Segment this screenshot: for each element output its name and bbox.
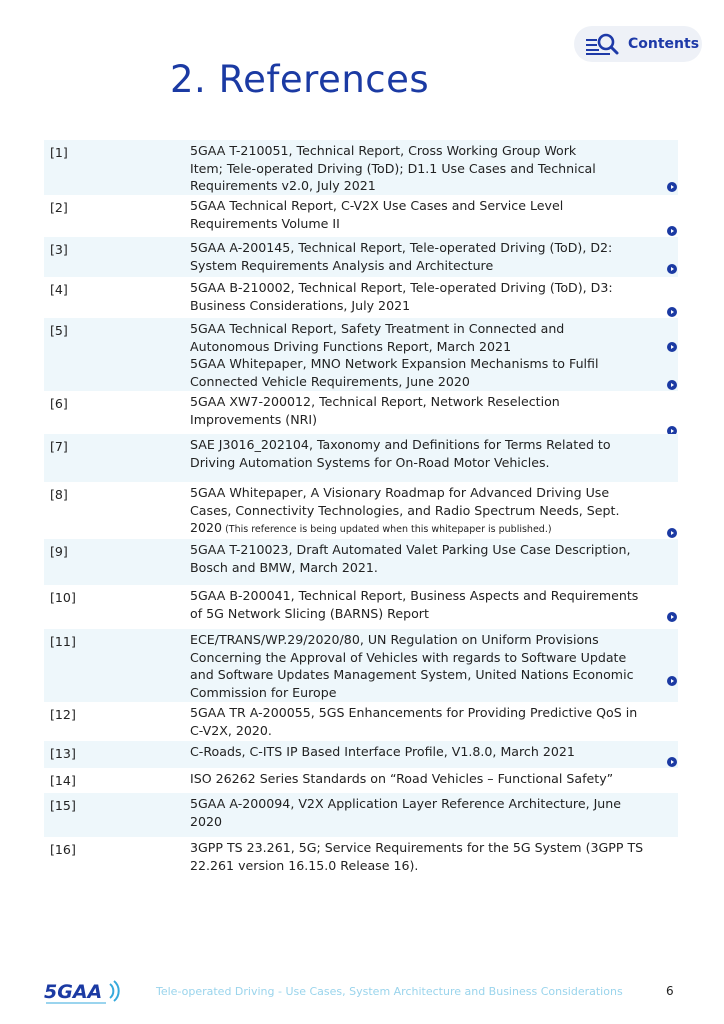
- reference-number: [6]: [50, 396, 68, 411]
- reference-text-line: 5GAA T-210023, Draft Automated Valet Parking Use Case Description,: [190, 542, 631, 557]
- reference-number: [2]: [50, 200, 68, 215]
- reference-row: [44, 277, 678, 318]
- reference-link-icon[interactable]: [667, 380, 677, 390]
- reference-link-icon[interactable]: [667, 182, 677, 192]
- reference-text-line: Requirements Volume II: [190, 215, 340, 231]
- reference-text-line: 5GAA A-200094, V2X Application Layer Reference Architecture, June: [190, 796, 622, 811]
- reference-text-line: ISO 26262 Series Standards on “Road Vehicles – Functional Safety”: [190, 771, 614, 786]
- reference-text-line: SAE J3016_202104, Taxonomy and Definitions for Terms Related to: [190, 437, 611, 452]
- reference-text: [190, 197, 672, 232]
- reference-row: [44, 741, 678, 768]
- reference-row: [44, 837, 678, 877]
- reference-link-icon[interactable]: [667, 264, 677, 274]
- reference-row: [44, 629, 678, 702]
- reference-text-line: 5GAA B-200041, Technical Report, Business Aspects and Requirements: [190, 588, 639, 603]
- reference-text-line: 22.261 version 16.15.0 Release 16).: [190, 857, 419, 873]
- reference-text-line: C-V2X, 2020.: [190, 722, 272, 738]
- reference-row: [44, 195, 678, 237]
- reference-text-line: 5GAA Technical Report, C-V2X Use Cases and Service Level: [190, 198, 564, 213]
- reference-note: (This reference is being updated when this whitepaper is published.): [222, 524, 552, 535]
- reference-text-line: Requirements v2.0, July 2021: [190, 178, 376, 193]
- reference-text-line: Item; Tele-operated Driving (ToD); D1.1 Use Cases and Technical: [190, 160, 596, 176]
- reference-row: [44, 391, 678, 434]
- reference-text-line: 5GAA T-210051, Technical Report, Cross Working Group Work: [190, 143, 577, 158]
- reference-row: [44, 482, 678, 539]
- reference-text-line: Cases, Connectivity Technologies, and Radio Spectrum Needs, Sept.: [190, 502, 620, 518]
- svg-text:5GAA: 5GAA: [44, 981, 103, 1003]
- reference-text-line: Concerning the Approval of Vehicles with regards to Software Update: [190, 649, 627, 665]
- reference-text: [190, 587, 672, 622]
- 5gaa-logo: [44, 978, 124, 1006]
- reference-text: [190, 770, 672, 788]
- reference-text: [190, 704, 672, 739]
- reference-number: [15]: [50, 798, 76, 813]
- reference-text-line: 5GAA A-200145, Technical Report, Tele-operated Driving (ToD), D2:: [190, 240, 613, 255]
- reference-row: [44, 237, 678, 277]
- reference-text: [190, 795, 672, 830]
- reference-text-line: Business Considerations, July 2021: [190, 297, 411, 313]
- reference-link-icon[interactable]: [667, 612, 677, 622]
- reference-number: [8]: [50, 487, 68, 502]
- reference-link-icon[interactable]: [667, 676, 677, 686]
- reference-number: [9]: [50, 544, 68, 559]
- reference-row: [44, 140, 678, 195]
- reference-text-line: Driving Automation Systems for On-Road Motor Vehicles.: [190, 454, 550, 470]
- reference-row: [44, 793, 678, 837]
- reference-text-line: 5GAA B-210002, Technical Report, Tele-operated Driving (ToD), D3:: [190, 280, 613, 295]
- reference-text-line: Bosch and BMW, March 2021.: [190, 559, 378, 575]
- reference-number: [7]: [50, 439, 68, 454]
- reference-text: [190, 279, 672, 314]
- contents-button[interactable]: [574, 26, 702, 62]
- reference-text-line: of 5G Network Slicing (BARNS) Report: [190, 605, 429, 621]
- reference-row: [44, 585, 678, 629]
- reference-number: [12]: [50, 707, 76, 722]
- reference-text-line: 3GPP TS 23.261, 5G; Service Requirements for the 5G System (3GPP TS: [190, 840, 644, 855]
- reference-text-line: Autonomous Driving Functions Report, March 2021: [190, 338, 512, 354]
- reference-text: [190, 484, 672, 539]
- reference-text: [190, 239, 672, 274]
- reference-link-icon[interactable]: [667, 757, 677, 767]
- reference-number: [16]: [50, 842, 76, 857]
- reference-text: [190, 142, 672, 195]
- reference-text-line: Connected Vehicle Requirements, June 2020: [190, 373, 470, 389]
- reference-row: [44, 702, 678, 741]
- reference-text-line: 5GAA Whitepaper, MNO Network Expansion Mechanisms to Fulfil: [190, 356, 599, 371]
- reference-text-line: Commission for Europe: [190, 684, 337, 700]
- page-title: 2. References: [170, 58, 430, 101]
- reference-text-line: 2020 (This reference is being updated when this whitepaper is published.): [190, 520, 552, 535]
- reference-number: [1]: [50, 145, 68, 160]
- reference-number: [3]: [50, 242, 68, 257]
- reference-text: [190, 839, 672, 874]
- reference-text-line: Improvements (NRI): [190, 411, 317, 427]
- reference-text: [190, 320, 672, 390]
- reference-number: [10]: [50, 590, 76, 605]
- reference-text-line: System Requirements Analysis and Architecture: [190, 257, 494, 273]
- reference-text-line: 5GAA TR A-200055, 5GS Enhancements for Providing Predictive QoS in: [190, 705, 638, 720]
- reference-text-line: 5GAA Technical Report, Safety Treatment in Connected and: [190, 321, 565, 336]
- reference-text: [190, 393, 672, 428]
- search-list-icon: [584, 31, 624, 57]
- reference-text: [190, 541, 672, 576]
- reference-row: [44, 539, 678, 585]
- reference-text-line: 2020: [190, 813, 223, 829]
- reference-number: [14]: [50, 773, 76, 788]
- reference-link-icon[interactable]: [667, 528, 677, 538]
- reference-text-line: C-Roads, C-ITS IP Based Interface Profile, V1.8.0, March 2021: [190, 744, 575, 759]
- reference-link-icon[interactable]: [667, 226, 677, 236]
- reference-text-line: 5GAA XW7-200012, Technical Report, Network Reselection: [190, 394, 560, 409]
- reference-text-line: ECE/TRANS/WP.29/2020/80, UN Regulation on Uniform Provisions: [190, 632, 599, 647]
- reference-link-icon[interactable]: [667, 342, 677, 352]
- reference-number: [13]: [50, 746, 76, 761]
- reference-text: [190, 631, 672, 701]
- page-number: 6: [666, 984, 674, 998]
- reference-number: [5]: [50, 323, 68, 338]
- reference-text-line: 5GAA Whitepaper, A Visionary Roadmap for Advanced Driving Use: [190, 485, 610, 500]
- reference-text: [190, 743, 672, 761]
- reference-text: [190, 436, 672, 471]
- contents-label: Contents: [628, 36, 700, 52]
- reference-row: [44, 318, 678, 391]
- footer-title: Tele-operated Driving - Use Cases, System Architecture and Business Considerations: [156, 985, 623, 998]
- reference-text-line: and Software Updates Management System, United Nations Economic: [190, 667, 634, 682]
- reference-row: [44, 434, 678, 482]
- reference-number: [4]: [50, 282, 68, 297]
- reference-row: [44, 768, 678, 793]
- reference-number: [11]: [50, 634, 76, 649]
- reference-link-icon[interactable]: [667, 307, 677, 317]
